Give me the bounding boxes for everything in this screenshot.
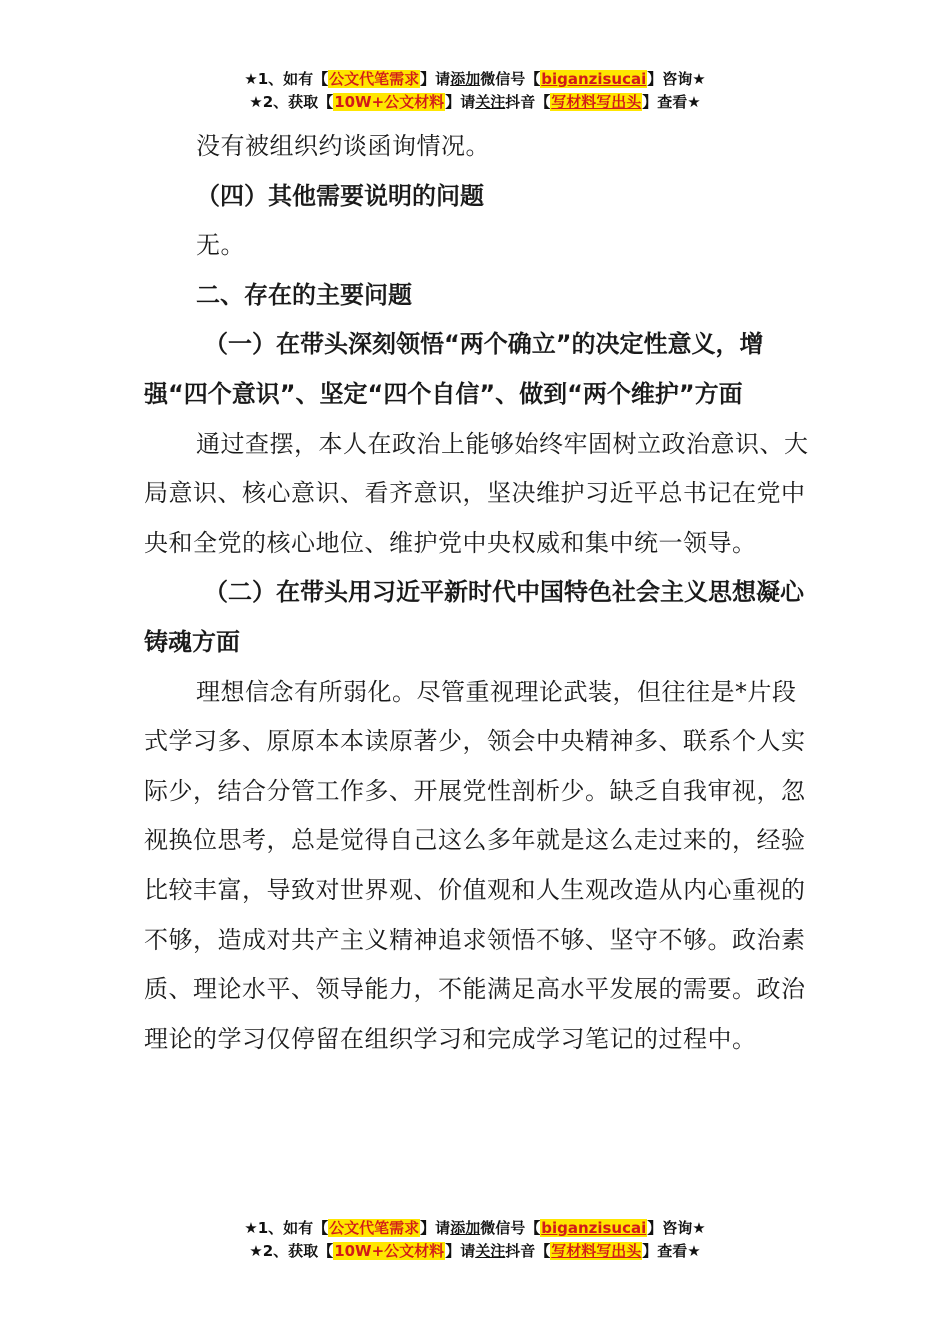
paragraph: 通过查摆，本人在政治上能够始终牢固树立政治意识、大局意识、核心意识、看齐意识，坚决维护习近平总书记在党中央和全党的核心地位、维护党中央权威和集中统一领导。 <box>144 429 809 557</box>
banner-text: ★1、如有【 <box>244 70 329 88</box>
banner-text-underlined: 添加 <box>450 1219 481 1237</box>
banner-text: 微信号【 <box>480 70 541 88</box>
banner-line-1 <box>0 1217 950 1240</box>
subsection-heading: （二）在带头用习近平新时代中国特色社会主义思想凝心铸魂方面 <box>144 578 804 656</box>
banner-text: 】查看★ <box>642 1242 701 1260</box>
banner-text: 微信号【 <box>480 1219 541 1237</box>
paragraph: 无。 <box>196 231 245 260</box>
banner-text: 】请 <box>445 1242 476 1260</box>
section-heading: 二、存在的主要问题 <box>196 280 412 309</box>
banner-text: 】请 <box>420 70 451 88</box>
paragraph: 理想信念有所弱化。尽管重视理论武装，但往往是*片段式学习多、原原本本读原著少，领会中央精神多、联系个人实际少，结合分管工作多、开展党性剖析少。缺乏自我审视，忽视换位思考，总是觉得自己这么多年就是这么走过来的，经验比较丰富，导致对世界观、价值观和人生观改造从内心重视的不够，造成对共产主义精神追求领悟不够、坚守不够。政治素质、理论水平、领导能力，不能满足高水平发展的需要。政治理论的学习仅停留在组织学习和完成学习笔记的过程中。 <box>144 677 806 1053</box>
banner-text: 】请 <box>445 93 476 111</box>
banner-text: 抖音【 <box>505 1242 551 1260</box>
section-heading: （四）其他需要说明的问题 <box>196 181 484 210</box>
highlight-douyin: 写材料写出头 <box>551 93 642 111</box>
highlight-materials: 10W+公文材料 <box>334 1242 445 1260</box>
paragraph: 没有被组织约谈函询情况。 <box>196 132 490 160</box>
document-body <box>144 122 814 1064</box>
banner-text: 抖音【 <box>505 93 551 111</box>
banner-text: 】请 <box>420 1219 451 1237</box>
banner-text-underlined: 关注 <box>475 93 506 111</box>
banner-line-1 <box>0 68 950 91</box>
banner-text-underlined: 添加 <box>450 70 481 88</box>
highlight-service: 公文代笔需求 <box>329 1219 420 1237</box>
banner-text: ★2、获取【 <box>249 1242 334 1260</box>
banner-text: 】查看★ <box>642 93 701 111</box>
top-banner <box>0 68 950 114</box>
highlight-service: 公文代笔需求 <box>329 70 420 88</box>
banner-text: 】咨询★ <box>647 70 706 88</box>
highlight-wechat-id: biganzisucai <box>541 70 647 88</box>
banner-line-2 <box>0 1240 950 1263</box>
highlight-materials: 10W+公文材料 <box>334 93 445 111</box>
bottom-banner <box>0 1217 950 1263</box>
banner-text: ★1、如有【 <box>244 1219 329 1237</box>
highlight-wechat-id: biganzisucai <box>541 1219 647 1237</box>
banner-line-2 <box>0 91 950 114</box>
highlight-douyin: 写材料写出头 <box>551 1242 642 1260</box>
banner-text: ★2、获取【 <box>249 93 334 111</box>
banner-text-underlined: 关注 <box>475 1242 506 1260</box>
subsection-heading: （一）在带头深刻领悟“两个确立”的决定性意义，增强“四个意识”、坚定“四个自信”、做到“两个维护”方面 <box>144 330 764 408</box>
banner-text: 】咨询★ <box>647 1219 706 1237</box>
